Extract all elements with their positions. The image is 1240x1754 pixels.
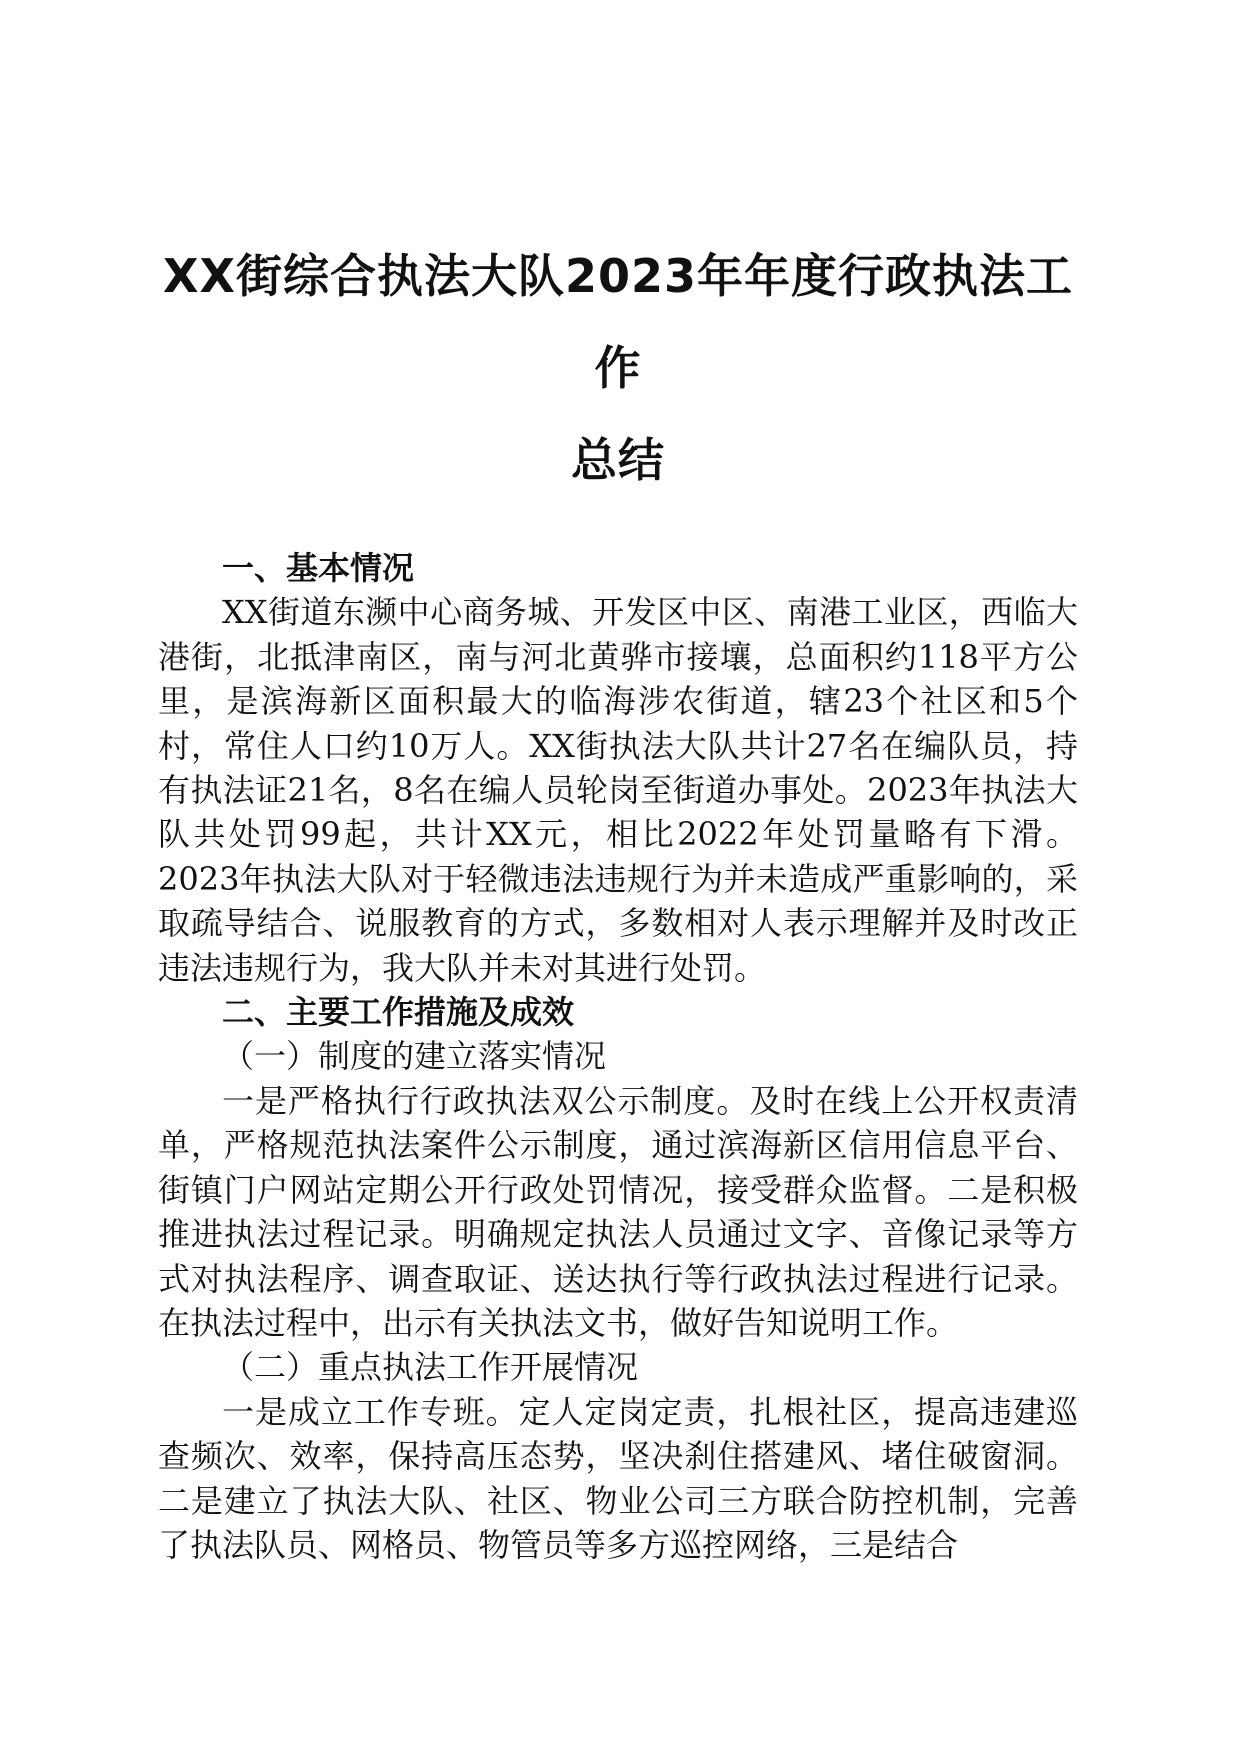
paragraph-basic-info: XX街道东濒中心商务城、开发区中区、南港工业区，西临大港街，北抵津南区，南与河北黄骅市接壤，总面积约118平方公里，是滨海新区面积最大的临海涉农街道，辖23个社区和5个村，常住人口约10万人。XX街执法大队共计27名在编队员，持有执法证21名，8名在编人员轮岗至街道办事处。2023年执法大队共处罚99起，共计XX元，相比2022年处罚量略有下滑。2023年执法大队对于轻微违法违规行为并未造成严重影响的，采取疏导结合、说服教育的方式，多数相对人表示理解并及时改正违法违规行为，我大队并未对其进行处罚。 [158, 593, 1078, 987]
section-heading-main-measures: 二、主要工作措施及成效 [222, 993, 575, 1032]
document-body [158, 546, 1078, 1567]
document-page [158, 230, 1078, 1567]
subsection-heading-key-enforcement: （二）重点执法工作开展情况 [222, 1348, 639, 1387]
paragraph-key-enforcement: 一是成立工作专班。定人定岗定责，扎根社区，提高违建巡查频次、效率，保持高压态势，坚决刹住搭建风、堵住破窗洞。二是建立了执法大队、社区、物业公司三方联合防控机制，完善了执法队员、网格员、物管员等多方巡控网络，三是结合 [158, 1392, 1078, 1564]
section-heading-basic-info: 一、基本情况 [222, 549, 415, 587]
paragraph-system: 一是严格执行行政执法双公示制度。及时在线上公开权责清单，严格规范执法案件公示制度，通过滨海新区信用信息平台、街镇门户网站定期公开行政处罚情况，接受群众监督。二是积极推进执法过程记录。明确规定执法人员通过文字、音像记录等方式对执法程序、调查取证、送达执行等行政执法过程进行记录。在执法过程中，出示有关执法文书，做好告知说明工作。 [158, 1081, 1078, 1342]
document-title [158, 230, 1078, 506]
subsection-heading-system: （一）制度的建立落实情况 [222, 1037, 607, 1076]
title-line-1: XX街综合执法大队2023年年度行政执法工作 [163, 249, 1073, 395]
title-line-2: 总结 [571, 433, 665, 487]
